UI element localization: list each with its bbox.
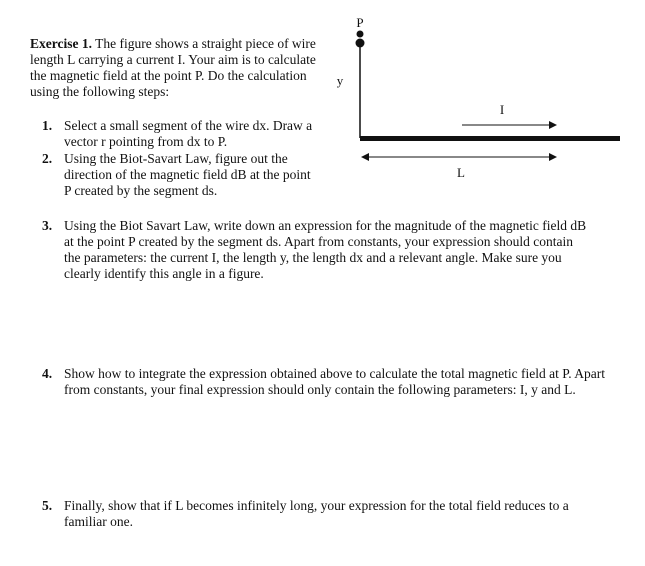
step-number: 2.	[42, 151, 53, 166]
step-text: Using the Biot Savart Law, write down an expression for the magnitude of the magnetic field dB at the point P created by the segment ds. Apart from constants, your expression should contain the parameters: the current I, the length y, the length dx and a relevant angle. Make sure you clearly identify this angle in a figure.	[64, 218, 587, 281]
step-number: 1.	[42, 118, 53, 133]
y-label: y	[336, 73, 344, 88]
length-label: L	[457, 165, 465, 180]
step-2	[42, 151, 324, 201]
exercise-intro-text: The figure shows a straight piece of wire length L carrying a current I. Your aim is to calculate the magnetic field at the point P. Do the calculation using the following steps:	[30, 36, 316, 99]
step-4	[42, 366, 612, 416]
wire-figure	[330, 10, 630, 210]
point-p-label: P	[356, 15, 364, 30]
exercise-intro	[30, 36, 322, 100]
step-number: 3.	[42, 218, 53, 233]
step-number: 5.	[42, 498, 53, 513]
step-1	[42, 118, 324, 152]
step-text: Select a small segment of the wire dx. Draw a vector r pointing from dx to P.	[64, 118, 313, 149]
step-text: Using the Biot-Savart Law, figure out the direction of the magnetic field dB at the point P created by the segment ds.	[64, 151, 311, 198]
point-p-marker	[357, 31, 364, 38]
step-text: Show how to integrate the expression obtained above to calculate the total magnetic field at P. Apart from constants, your final expression should only contain the following parameters: I, y and L.	[64, 366, 605, 397]
step-3	[42, 218, 602, 284]
step-text: Finally, show that if L becomes infinitely long, your expression for the total field reduces to a familiar one.	[64, 498, 569, 529]
exercise-title: Exercise 1.	[30, 36, 92, 51]
step-5	[42, 498, 612, 532]
step-number: 4.	[42, 366, 53, 381]
current-label: I	[499, 102, 505, 117]
wire	[360, 136, 620, 141]
